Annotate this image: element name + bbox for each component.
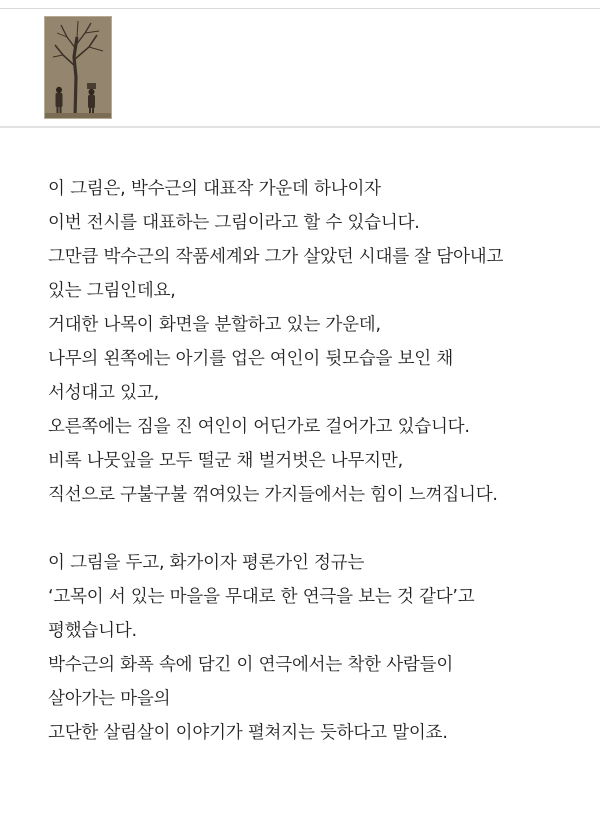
painting-tree-figures-image [45, 17, 111, 118]
text-line: 있는 그림인데요, [48, 281, 176, 301]
text-line: 거대한 나목이 화면을 분할하고 있는 가운데, [48, 315, 381, 335]
text-line: 박수근의 화폭 속에 담긴 이 연극에서는 착한 사람들이 [48, 655, 454, 675]
text-line: 이번 전시를 대표하는 그림이라고 할 수 있습니다. [48, 213, 420, 233]
article-body [48, 172, 588, 750]
text-line: 나무의 왼쪽에는 아기를 업은 여인이 뒷모습을 보인 채 [48, 349, 454, 369]
text-line: 오른쪽에는 짐을 진 여인이 어딘가로 걸어가고 있습니다. [48, 417, 470, 437]
text-line: 그만큼 박수근의 작품세계와 그가 살았던 시대를 잘 담아내고 [48, 247, 504, 267]
text-line: ‘고목이 서 있는 마을을 무대로 한 연극을 보는 것 같다’고 [48, 587, 475, 607]
text-line: 직선으로 구불구불 꺾여있는 가지들에서는 힘이 느껴집니다. [48, 485, 498, 505]
text-line: 비록 나뭇잎을 모두 떨군 채 벌거벗은 나무지만, [48, 451, 403, 471]
text-line: 서성대고 있고, [48, 383, 159, 403]
text-line: 고단한 살림살이 이야기가 펼쳐지는 듯하다고 말이죠. [48, 723, 448, 743]
text-line: 이 그림은, 박수근의 대표작 가운데 하나이자 [48, 179, 381, 199]
painting-thumbnail[interactable] [44, 16, 112, 119]
text-line: 살아가는 마을의 [48, 689, 171, 709]
paragraph-1 [48, 172, 588, 512]
paragraph-2 [48, 546, 588, 750]
image-divider [0, 126, 600, 128]
text-line: 이 그림을 두고, 화가이자 평론가인 정규는 [48, 553, 365, 573]
image-strip [0, 9, 600, 126]
text-line: 평했습니다. [48, 621, 137, 641]
